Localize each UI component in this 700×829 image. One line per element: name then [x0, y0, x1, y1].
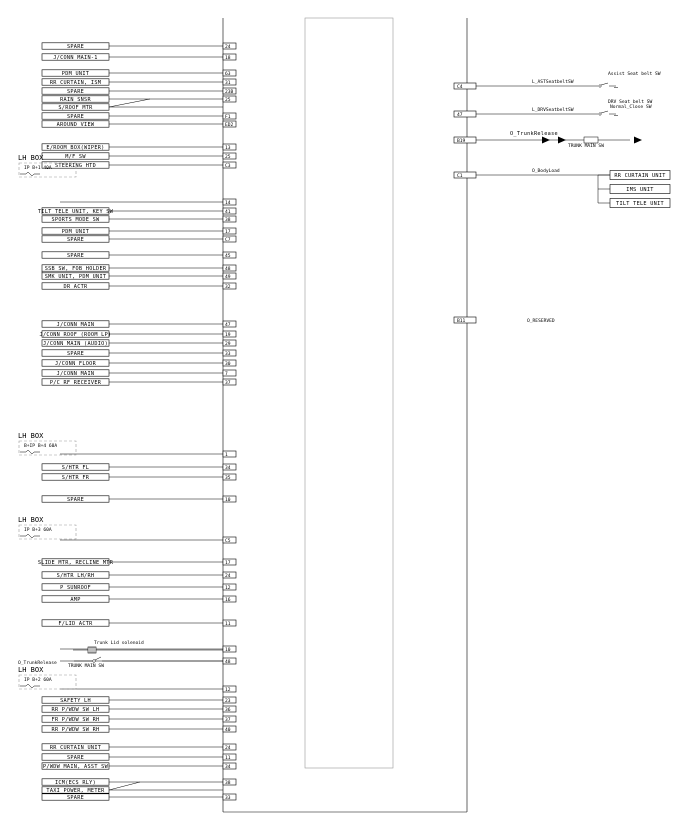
trunk-circuit	[18, 640, 223, 669]
connector-row	[42, 228, 236, 235]
pin-number: 49	[225, 274, 231, 280]
pin-number: 34	[225, 764, 231, 770]
switch-lever-icon	[601, 83, 608, 85]
connector-row	[42, 104, 223, 111]
connector-label: SPARE	[66, 236, 85, 243]
connector-row	[42, 216, 236, 223]
connector-row	[42, 754, 236, 761]
connector-label: SSB SW, FOB HOLDER	[44, 265, 107, 272]
signal-row	[454, 99, 652, 118]
signal-pin: 47	[457, 112, 463, 118]
pin-number: 24	[225, 44, 231, 50]
pin-number: 33	[225, 795, 231, 801]
connector-label: F/LID ACTR	[58, 620, 93, 627]
connector-label: PDM UNIT	[61, 70, 90, 77]
connector-label: RR CURTAIN, ISM	[49, 79, 102, 86]
connector-row	[60, 451, 236, 458]
connector-row	[42, 496, 236, 503]
switch-contact-icon	[93, 660, 96, 663]
connector-label: RAIN SNSR	[60, 96, 91, 103]
connector-label: SPARE	[66, 113, 85, 120]
fuse-icon	[26, 685, 34, 688]
connector-label: SAFETY LH	[60, 697, 91, 704]
fuse-icon	[26, 173, 34, 176]
connector-label: S/HTR FL	[61, 464, 90, 471]
pin-number: 10	[225, 647, 231, 653]
connector-row	[40, 331, 236, 338]
connector-label: J/CONN MAIN (AUDIO)	[42, 340, 109, 347]
connector-row	[42, 716, 236, 723]
connector-row	[42, 54, 236, 61]
connector-label: J/CONN ROOF (ROOM LP)	[39, 331, 112, 338]
connector-row	[60, 537, 236, 544]
signal-pin: C4	[457, 84, 463, 90]
connector-label: P/C RF RECEIVER	[49, 379, 102, 386]
connector-row	[42, 153, 236, 160]
diode-arrow-icon	[558, 137, 566, 144]
connector-row	[42, 620, 236, 627]
connector-row	[42, 794, 236, 801]
fuse-icon	[26, 535, 34, 538]
trunk-signal-label: O_TrunkRelease	[18, 661, 57, 666]
connector-row	[42, 464, 236, 471]
pin-number: ED2	[225, 122, 234, 128]
connector-label: DR ACTR	[63, 283, 88, 290]
connector-row	[42, 787, 223, 794]
switch-device-sub: Normal_Close SW	[610, 105, 652, 110]
connector-row	[60, 199, 236, 206]
signal-name: O_BodyLoad	[532, 169, 560, 174]
connector-row	[42, 273, 236, 280]
pin-number: 14	[225, 200, 231, 206]
connector-row	[42, 113, 236, 120]
signal-name: O_RESERVED	[527, 319, 555, 324]
pin-number: 33	[225, 351, 231, 357]
pin-number: 36	[225, 707, 231, 713]
pin-number: 37	[225, 380, 231, 386]
pin-number: 13	[225, 145, 231, 151]
connector-label: RR P/WDW SW LH	[51, 706, 100, 713]
connector-label: M/F SW	[65, 153, 86, 160]
switch-lever-icon	[601, 111, 608, 113]
signal-row	[454, 131, 642, 149]
connector-label: J/CONN FLOOR	[54, 360, 97, 367]
fuse-box	[18, 516, 76, 539]
pin-number: 48	[225, 659, 231, 665]
pin-number: 17	[225, 229, 231, 235]
pin-number: F1	[225, 114, 231, 120]
connector-label: P_SUNROOF	[60, 584, 91, 591]
connector-row	[42, 370, 236, 377]
pin-number: 25	[225, 154, 231, 160]
connector-label: SLIDE MTR, RECLINE MTR	[37, 559, 114, 566]
signal-name: L_ASTSeatbeltSW	[532, 80, 574, 85]
connector-row	[42, 265, 236, 272]
pin-number: 38	[225, 780, 231, 786]
connector-row	[42, 121, 236, 128]
fuse-rating: IP B+3 60A	[24, 528, 52, 533]
connector-row	[42, 596, 236, 603]
connector-label: J/CONN MAIN-1	[53, 54, 98, 61]
connector-label: S/ROOF MTR	[58, 104, 93, 111]
right-signal-rows	[454, 71, 670, 324]
connector-row	[42, 70, 236, 77]
connector-label: TAXI POWER, METER	[46, 787, 105, 794]
connector-label: PDM UNIT	[61, 228, 90, 235]
connector-label: SPARE	[66, 88, 85, 95]
pin-number: C5	[225, 538, 231, 544]
connector-label: SPORTS MODE SW	[51, 216, 100, 223]
pin-number: 32	[225, 284, 231, 290]
connector-row	[42, 43, 236, 50]
pin-number: 40	[225, 727, 231, 733]
unit-row	[598, 171, 670, 180]
unit-label: TILT TELE UNIT	[616, 201, 664, 207]
switch-contact-icon	[599, 113, 601, 115]
switch-contact-icon	[599, 85, 601, 87]
pin-number: 29	[225, 341, 231, 347]
left-connector-rows	[38, 43, 236, 801]
fuse-box	[18, 666, 76, 689]
connector-label: P/WDW MAIN, ASST SW	[42, 763, 109, 770]
unit-row	[598, 199, 670, 208]
pin-number: 1	[225, 452, 228, 458]
connector-row	[42, 236, 236, 243]
pin-number: 25	[225, 97, 231, 103]
connector-row	[42, 763, 236, 770]
pin-number: 30	[225, 361, 231, 367]
pin-number: C3	[225, 163, 231, 169]
fuse-box-title: LH BOX	[18, 432, 44, 440]
connector-label: RR P/WDW SW RH	[51, 726, 100, 733]
trunk-switch-label: TRUNK MAIN SW	[68, 664, 104, 669]
connector-label: RR CURTAIN UNIT	[49, 744, 102, 751]
connector-label: STEERING HTD	[54, 162, 97, 169]
signal-row	[454, 317, 555, 324]
connector-row	[38, 559, 236, 566]
connector-row	[60, 646, 236, 653]
unit-label: IMS UNIT	[626, 187, 654, 193]
pin-number: 48	[225, 266, 231, 272]
merge-wire	[109, 99, 150, 107]
connector-row	[42, 79, 236, 86]
connector-row	[42, 474, 236, 481]
pin-number: 31	[225, 80, 231, 86]
switch-device-name: DRV Seat belt SW	[608, 100, 653, 105]
connector-label: S/HTR LH/RH	[56, 572, 95, 579]
output-arrow-icon	[634, 137, 642, 144]
center-frame	[305, 18, 393, 768]
connector-row	[42, 379, 236, 386]
connector-row	[38, 208, 236, 215]
signal-pin: B11	[457, 318, 466, 324]
pin-number: 47	[225, 322, 231, 328]
connector-row	[42, 584, 236, 591]
connector-row	[42, 572, 236, 579]
connector-label: J/CONN MAIN	[56, 321, 95, 328]
body-load-units	[598, 171, 670, 208]
signal-pin: C1	[457, 173, 463, 179]
pin-number: 38	[225, 217, 231, 223]
pin-number: 12	[225, 585, 231, 591]
signal-pin: B19	[457, 138, 466, 144]
pin-number: 12	[225, 687, 231, 693]
connector-row	[42, 706, 236, 713]
fuse-box-title: LH BOX	[18, 154, 44, 162]
connector-label: SPARE	[66, 252, 85, 259]
pin-number: 37	[225, 717, 231, 723]
merge-wire	[109, 782, 140, 790]
connector-label: FR P/WDW SW RH	[51, 716, 100, 723]
pin-number: 16	[225, 597, 231, 603]
pin-number: 41	[225, 209, 231, 215]
pin-number: 23	[225, 698, 231, 704]
connector-row	[42, 88, 236, 95]
connector-label: SPARE	[66, 754, 85, 761]
pin-number: C7	[225, 237, 231, 243]
switch-lever-icon	[95, 657, 101, 660]
connector-label: SPARE	[66, 496, 85, 503]
fuse-rating: B+IP B+4 60A	[24, 444, 58, 449]
connector-label: ICM(ECS RLY)	[54, 779, 97, 786]
connector-label: AROUND VIEW	[56, 121, 95, 128]
connector-label: J/CONN MAIN	[56, 370, 95, 377]
pin-number: 17	[225, 560, 231, 566]
fuse-rating: IP B+1 40A	[24, 166, 52, 171]
pin-number: 10	[225, 497, 231, 503]
connector-row	[60, 686, 236, 693]
connector-label: S/HTR FR	[61, 474, 90, 481]
connector-label: SMK UNIT, PDM UNIT	[44, 273, 107, 280]
pin-number: 11	[225, 755, 231, 761]
pin-number: 45	[225, 253, 231, 259]
connector-row	[42, 350, 236, 357]
fuse-rating: IP B+2 60A	[24, 678, 52, 683]
connector-label: SPARE	[66, 43, 85, 50]
connector-label: SPARE	[66, 350, 85, 357]
pin-number: 35	[225, 475, 231, 481]
switch-device-name: Assist Seat belt SW	[608, 72, 661, 77]
pin-number: 19	[225, 332, 231, 338]
unit-row	[598, 185, 670, 194]
pin-number: 23B	[225, 89, 234, 95]
connector-row	[42, 360, 236, 367]
connector-label: E/ROOM BOX(WIPER)	[46, 144, 105, 151]
connector-row	[42, 340, 236, 347]
fuse-icon	[26, 451, 34, 454]
signal-name: L_DRVSeatbeltSW	[532, 108, 574, 113]
fuse-box	[18, 432, 76, 455]
connector-row	[42, 726, 236, 733]
relay-box-icon	[584, 137, 598, 143]
trunk-switch-device: TRUNK MAIN SW	[568, 144, 604, 149]
connector-row	[42, 96, 236, 103]
pin-number: 7	[225, 371, 228, 377]
connector-label: SPARE	[66, 794, 85, 801]
fuse-box-title: LH BOX	[18, 516, 44, 524]
pin-number: 34	[225, 465, 231, 471]
signal-row	[454, 71, 661, 90]
connector-row	[42, 144, 236, 151]
connector-label: TILT TELE UNIT, KEY SW	[37, 208, 114, 215]
connector-row	[42, 252, 236, 259]
pin-number: 18	[225, 55, 231, 61]
unit-label: RR CURTAIN UNIT	[614, 173, 666, 179]
connector-row	[42, 697, 236, 704]
pin-number: 24	[225, 573, 231, 579]
fuse-box-title: LH BOX	[18, 666, 44, 674]
trunk-solenoid-label: Trunk Lid solenoid	[94, 641, 144, 646]
pin-number: 11	[225, 621, 231, 627]
signal-name: O_TrunkRelease	[510, 131, 558, 137]
connector-row	[42, 321, 236, 328]
diode-arrow-icon	[542, 137, 550, 144]
connector-label: AMP	[70, 596, 81, 603]
pin-number: 24	[225, 745, 231, 751]
pin-number: 63	[225, 71, 231, 77]
connector-row	[42, 283, 236, 290]
connector-row	[42, 744, 236, 751]
